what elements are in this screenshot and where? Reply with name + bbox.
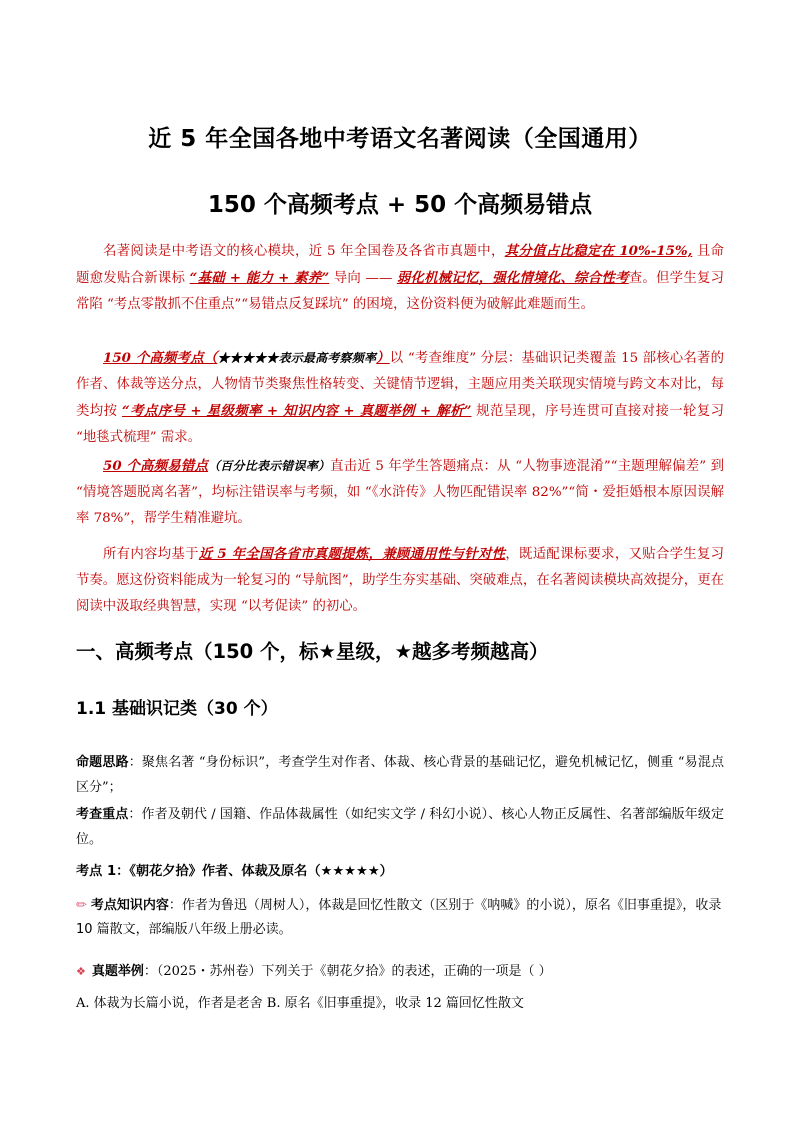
key-point-1-title: 考点 1：《朝花夕拾》作者、体裁及原名（★★★★★） [76,864,393,879]
exam-question-label: 真题举例 [91,964,144,979]
exam-question-options: A. 体裁为长篇小说，作者是老舍 B. 原名《旧事重提》，收录 12 篇回忆性散文 [76,996,524,1011]
key-point-content-label: 考点知识内容 [90,898,169,913]
document-subtitle: 150 个高频考点 + 50 个高频易错点 [207,192,593,218]
highlight-score-ratio: 其分值占比稳定在 10%-15%, [504,243,693,259]
highlight-format: “考点序号 + 星级频率 + 知识内容 + 真题举例 + 解析” [122,403,472,419]
exam-question: ❖ 真题举例：（2025・苏州卷）下列关于《朝花夕拾》的表述，正确的一项是（ ） [76,964,552,979]
highlight-50-errors: 50 个高频易错点 [103,458,209,474]
diamond-icon: ❖ [76,965,86,978]
intro-paragraph-2: 150 个高频考点（★★★★★表示最高考察频率）以 “考查维度” 分层：基础识记类覆盖 15 部核心名著的作者、体裁等送分点，人物情节类聚焦性格转变、关键情节逻辑，主题应用类关联现实情境与跨文本对比，每类均按 “考点序号 + 星级频率 + 知识内容 + 真题举例 + 解析” 规范呈现，序号连贯可直接对接一轮复习 “地毯式梳理” 需求。 [76,350,725,445]
document-title: 近 5 年全国各地中考语文名著阅读（全国通用） [148,126,652,152]
intro-paragraph-4: 所有内容均基于近 5 年全国各省市真题提炼，兼顾通用性与针对性，既适配课标要求，又贴合学生复习节奏。愿这份资料能成为一轮复习的 “导航图”，助学生夯实基础、突破难点，在名著阅读模块高效提分，更在阅读中汲取经典智慧，实现 “以考促读” 的初心。 [76,546,725,614]
highlight-direction: 弱化机械记忆，强化情境化、综合性考 [396,270,629,286]
exam-focus-label: 考查重点 [76,807,129,822]
proposition-idea: 命题思路：聚焦名著 “身份标识”，考查学生对作者、体裁、核心背景的基础记忆，避免机械记忆，侧重 “易混点区分”； [76,755,724,795]
highlight-150-points: 150 个高频考点（ [103,350,218,366]
subsection-heading: 1.1 基础识记类（30 个） [76,699,278,719]
highlight-source: 近 5 年全国各省市真题提炼，兼顾通用性与针对性 [198,546,506,562]
key-point-1-content: ✏ 考点知识内容：作者为鲁迅（周树人），体裁是回忆性散文（区别于《呐喊》的小说），原名《旧事重提》，收录 10 篇散文，部编版八年级上册必读。 [76,898,722,937]
highlight-curriculum: “基础 + 能力 + 素养” [189,270,330,286]
intro-paragraph-3: 50 个高频易错点（百分比表示错误率）直击近 5 年学生答题痛点：从 “人物事迹混淆”“主题理解偏差” 到 “情境答题脱离名著”，均标注错误率与考频，如 “《水浒传》人物匹配错误率 82%”“简・爱拒婚根本原因误解率 78%”，帮学生精准避坑。 [76,458,724,526]
exam-focus: 考查重点：作者及朝代 / 国籍、作品体裁属性（如纪实文学 / 科幻小说）、核心人物正反属性、名著部编版年级定位。 [76,807,724,847]
intro-paragraph-1: 名著阅读是中考语文的核心模块，近 5 年全国卷及各省市真题中，其分值占比稳定在 10%-15%, 且命题愈发贴合新课标 “基础 + 能力 + 素养” 导向 —— 弱化机械记忆，强化情境化、综合性考查。但学生复习常陷 “考点零散抓不住重点”“易错点反复踩坑” 的困境，这份资料便为破解此难题而生。 [76,243,724,312]
pencil-icon: ✏ [76,898,87,913]
section-heading: 一、高频考点（150 个，标★星级，★越多考频越高） [76,640,549,663]
proposition-idea-label: 命题思路 [76,755,129,770]
